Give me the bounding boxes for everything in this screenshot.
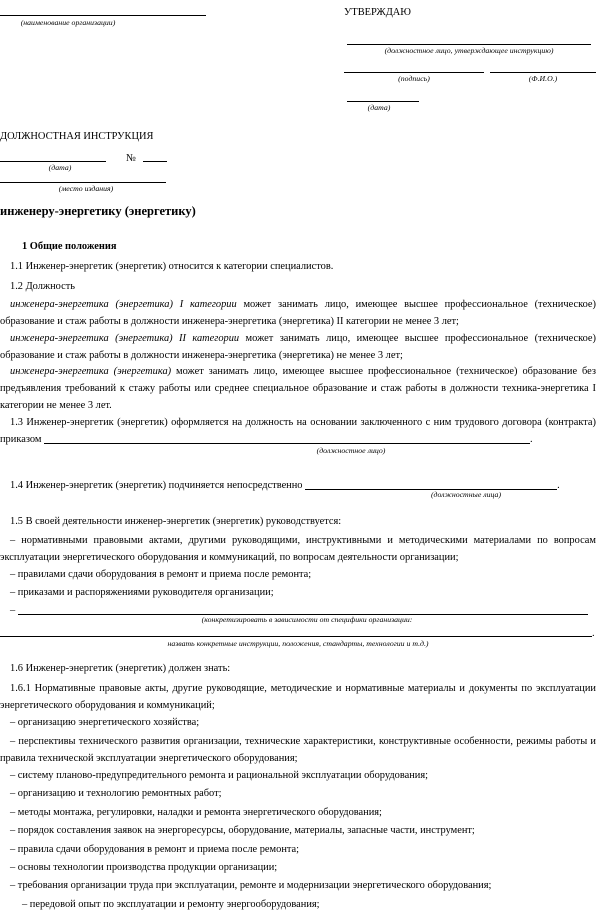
category-3-lead: инженера-энергетика (энергетика) (10, 366, 172, 377)
doc-place-line[interactable] (0, 182, 166, 183)
approve-date-caption: (дата) (367, 103, 391, 112)
specific-docs-period: . (592, 628, 595, 639)
specific-docs-line-2[interactable] (0, 636, 592, 637)
org-name-caption: (наименование организации) (20, 18, 116, 27)
paragraph-1-2: 1.2 Должность (10, 281, 76, 292)
knowledge-item-9: – требования организации труда при эксплуатации, ремонте и модернизации энергетического оборудования; (10, 880, 492, 891)
guideline-item-2: – правилами сдачи оборудования в ремонт и приема после ремонта; (10, 569, 312, 580)
paragraph-1-3-text: 1.3 Инженер-энергетик (энергетик) оформляется на должность на основании заключенного с ним трудового договора (контракта) приказом (0, 417, 596, 445)
doc-place-caption: (место издания) (58, 184, 114, 193)
specifics-caption-2: назвать конкретные инструкции, положения, стандарты, технологии и т.д.) (167, 639, 429, 648)
paragraph-1-4-text: 1.4 Инженер-энергетик (энергетик) подчиняется непосредственно (10, 480, 303, 491)
number-sign: № (126, 153, 136, 164)
paragraph-1-3 (0, 414, 596, 448)
knowledge-item-8: – основы технологии производства продукции организации; (10, 862, 278, 873)
knowledge-item-4: – организацию и технологию ремонтных работ; (10, 788, 222, 799)
order-official-line[interactable] (44, 432, 530, 444)
knowledge-item-10: – передовой опыт по эксплуатации и ремонту энергооборудования; (22, 899, 320, 910)
category-3-paragraph (0, 363, 596, 414)
knowledge-item-2: – перспективы технического развития организации, технические характеристики, конструктивные особенности, режимы работы и правила технической эксплуатации энергетического оборудования; (0, 736, 596, 764)
doc-date-line[interactable] (0, 161, 106, 162)
section-heading: 1 Общие положения (22, 241, 117, 252)
paragraph-1-6-1: 1.6.1 Нормативные правовые акты, другие руководящие, методические и нормативные материалы и документы по эксплуатации энергетического оборудования и коммуникаций; (0, 683, 596, 711)
signature-caption: (подпись) (398, 74, 430, 83)
knowledge-item-6: – порядок составления заявок на энергоресурсы, оборудование, материалы, запасные части, инструмент; (10, 825, 475, 836)
knowledge-item-7: – правила сдачи оборудования в ремонт и приема после ремонта; (10, 844, 300, 855)
specifics-caption-1: (конкретизировать в зависимости от специфики организации: (201, 615, 413, 624)
category-2-text: может занимать лицо, имеющее высшее профессиональное (техническое) образование и стаж работы в должности инженера-энергетика (энергетика) не менее 3 лет; (0, 333, 596, 361)
approve-label: УТВЕРЖДАЮ (344, 7, 411, 18)
category-1-paragraph (0, 296, 596, 330)
paragraph-1-4-caption: (должностные лица) (430, 490, 502, 499)
approver-signature-line[interactable] (344, 72, 484, 73)
guideline-item-1: – нормативными правовыми актами, другими руководящими, инструктивными и методическими материалами по вопросам эксплуатации энергетического оборудования и коммуникаций, по вопросам деятельности организации; (0, 535, 596, 563)
approver-fio-line[interactable] (490, 72, 596, 73)
category-1-lead: инженера-энергетика (энергетика) I категории (10, 299, 237, 310)
doc-date-caption: (дата) (48, 163, 72, 172)
paragraph-1-6: 1.6 Инженер-энергетик (энергетик) должен знать: (10, 663, 231, 674)
approve-date-line[interactable] (347, 101, 419, 102)
supervisor-line[interactable] (305, 478, 557, 490)
category-1-text: может занимать лицо, имеющее высшее профессиональное (техническое) образование и стаж работы в должности инженера-энергетика (энергетика) II категории не менее 3 лет; (0, 299, 596, 327)
paragraph-1-4-period: . (557, 480, 560, 491)
paragraph-1-3-caption: (должностное лицо) (316, 446, 386, 455)
guideline-item-4-dash: – (10, 605, 16, 616)
knowledge-item-1: – организацию энергетического хозяйства; (10, 717, 200, 728)
paragraph-1-3-period: . (530, 434, 533, 445)
guideline-item-3: – приказами и распоряжениями руководителя организации; (10, 587, 274, 598)
approver-position-caption: (должностное лицо, утверждающее инструкцию) (384, 46, 554, 55)
approver-position-line[interactable] (347, 44, 591, 45)
category-2-paragraph (0, 330, 596, 364)
paragraph-1-5: 1.5 В своей деятельности инженер-энергетик (энергетик) руководствуется: (10, 516, 342, 527)
doc-number-line[interactable] (143, 161, 167, 162)
document-subject: инженеру-энергетику (энергетику) (0, 204, 196, 218)
fio-caption: (Ф.И.О.) (528, 74, 558, 83)
category-3-text: может занимать лицо, имеющее высшее профессиональное (техническое) образование без предъявления требований к стажу работы или среднее специальное образование и стаж работы в должности техника-энергетика I категории не менее 3 лет. (0, 366, 597, 411)
org-name-line[interactable] (0, 15, 206, 16)
specific-docs-line-1[interactable] (18, 603, 588, 615)
category-2-lead: инженера-энергетика (энергетика) II категории (10, 333, 240, 344)
document-title: ДОЛЖНОСТНАЯ ИНСТРУКЦИЯ (0, 131, 154, 142)
paragraph-1-1: 1.1 Инженер-энергетик (энергетик) относится к категории специалистов. (10, 261, 334, 272)
knowledge-item-5: – методы монтажа, регулировки, наладки и ремонта энергетического оборудования; (10, 807, 382, 818)
knowledge-item-3: – систему планово-предупредительного ремонта и рациональной эксплуатации оборудования; (10, 770, 429, 781)
